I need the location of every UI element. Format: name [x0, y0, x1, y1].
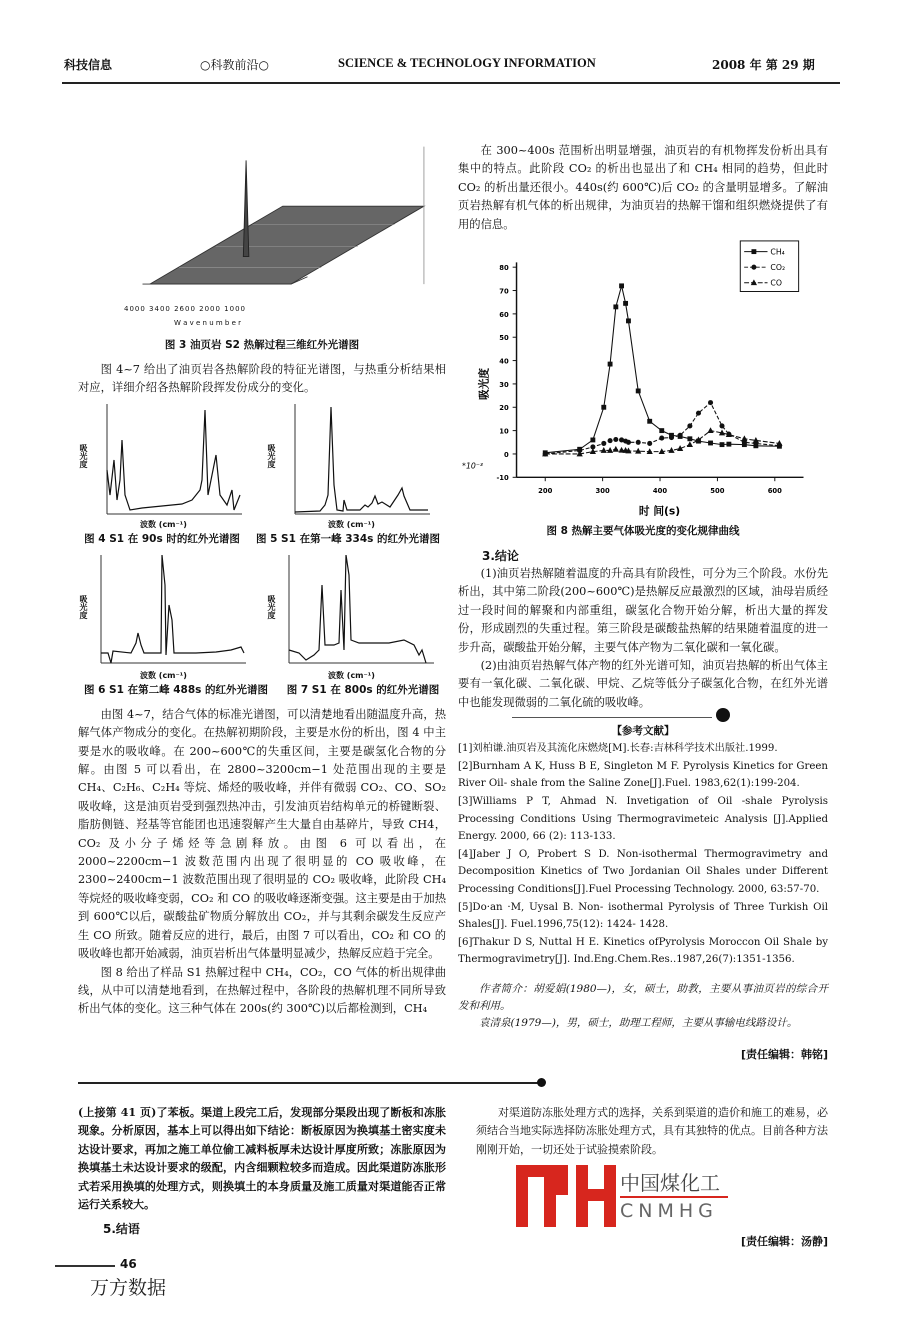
data-point [647, 441, 652, 446]
author-bio: 作者简介：胡爱娟(1980—)，女，硕士，助教，主要从事油页岩的综合开发和利用。 [458, 983, 828, 1012]
data-point [687, 441, 693, 447]
figure-4-spectrum [92, 404, 242, 518]
figure-4 [78, 404, 258, 532]
data-point [601, 447, 607, 453]
section-label: ○科教前沿○ [200, 58, 269, 72]
figure-6 [78, 555, 258, 683]
left-column [78, 142, 446, 1064]
y-tick-label: 70 [499, 287, 509, 296]
conclusion-heading: 3.结论 [482, 549, 519, 564]
legend-label: CO [770, 278, 782, 288]
section-divider-row [458, 712, 828, 722]
issue-number: 2008 年 第 29 期 [712, 58, 815, 72]
header-rule [62, 82, 840, 84]
data-point [613, 437, 618, 442]
end-mark-icon [716, 708, 730, 722]
x-tick-label: 300 [595, 486, 610, 495]
data-point [659, 436, 664, 441]
y-tick-label: 40 [499, 357, 509, 366]
legend-marker [751, 265, 756, 270]
section-divider [512, 717, 712, 718]
data-point [636, 440, 641, 445]
y-tick-label: -10 [496, 474, 509, 483]
author-bio: 袁清泉(1979—)，男，硕士，助理工程师，主要从事输电线路设计。 [479, 1017, 798, 1029]
references [458, 722, 828, 969]
editor-credit: [责任编辑：韩铭] [740, 1048, 828, 1061]
conclusion-5-heading: 5.结语 [103, 1222, 140, 1237]
references-heading: 【参考文献】 [611, 725, 675, 738]
data-point [626, 440, 631, 445]
legend-label: CH₄ [770, 247, 785, 257]
conclusion-section [458, 547, 828, 712]
figures-4-5-row [78, 404, 446, 532]
data-point [707, 427, 713, 433]
data-point [726, 442, 731, 447]
watermark-logo [516, 1165, 730, 1229]
continuation-divider [78, 1082, 540, 1084]
figure-3-plot [100, 142, 460, 307]
x-tick-label: 600 [767, 486, 782, 495]
figure-7-spectrum [284, 555, 434, 669]
continued-left [78, 1104, 446, 1251]
data-point [647, 419, 652, 424]
watermark-rule [620, 1196, 728, 1198]
y-tick-label: 0 [504, 450, 509, 459]
y-tick-label: 20 [499, 404, 509, 413]
data-point [613, 446, 619, 452]
watermark-text-en: CNMHG [620, 1200, 718, 1223]
body-paragraph: 由图 4~7，结合气体的标准光谱图，可以清楚地看出随温度升高，热解气体产物成分的变化。在热解初期阶段，主要是水份的析出，图 4 中主要是水的吸收峰。在 200~600℃的失重区间，主要是碳氢化合物的分解。由图 5 可以看出，在 2800~3200cm−1 处范围出现的主要是 CH₄、C₂H₆、C₂H₄ 等烷、烯烃的吸收峰，并伴有微弱 CO₂、CO、SO₂ 吸收峰，这是油页岩受到强烈热冲击，引发油页岩结构单元的桥键断裂、脂肪侧链、羟基等官能团也迅速裂解产生大量自由基碎片，导致 CH4，CO₂ 及小分子烯烃等急剧释放。由图 6 可以看出，在 2000~2200cm−1 波数范围内出现了很明显的 CO 吸收峰，在 2300~2400cm−1 波数范围出现了很明显的 CO₂ 吸收峰，此阶段 CH₄ 等烷烃的吸收峰变弱，CO₂ 和 CO 的吸收峰逐渐变强。这主要是由于加热到 600℃以后，碳酸盐矿物质分解放出 CO₂，并与其剩余碳发生反应产生 CO 所致。随着反应的进行，最后，由图 7 可以看出，CO₂ 和 CO 的吸收峰也都开始减弱，油页岩析出气体量明显减少，热解反应趋于完全。 [78, 707, 446, 961]
figure-8-chart [458, 238, 828, 524]
footer-rule [55, 1265, 115, 1267]
data-point [708, 400, 713, 405]
figure-6-xlabel: 波数 (cm⁻¹) [140, 670, 187, 680]
data-point [687, 436, 692, 441]
reference-item: [5]Do·an ·M, Uysal B. Non- isothermal Pyrolysis of Three Turkish Oil Shales[J]. Fuel.1996,75(12): 1424- 1428. [458, 901, 828, 931]
figure-5-xlabel: 波数 (cm⁻¹) [328, 519, 375, 529]
reference-item: [1]刘柏谦.油页岩及其流化床燃烧[M].长春:吉林科学技术出版社.1999. [458, 743, 778, 755]
series-line-0 [545, 286, 779, 453]
page-number: 46 [120, 1257, 137, 1272]
journal-english: SCIENCE & TECHNOLOGY INFORMATION [338, 56, 596, 70]
data-point [741, 435, 747, 441]
footer [64, 1257, 826, 1303]
data-point [720, 442, 725, 447]
source-watermark: 万方数据 [90, 1277, 167, 1300]
intro-paragraph: 图 4~7 给出了油页岩各热解阶段的特征光谱图，与热重分析结果相对应，详细介绍各热解阶段挥发份成分的变化。 [78, 363, 446, 395]
left-body [78, 706, 446, 1019]
reference-item: [6]Thakur D S, Nuttal H E. Kinetics ofPyrolysis Moroccon Oil Shale by Thermogravimetry[J]. Ind.Eng.Chem.Res..1987,26(7):1351-1356. [458, 936, 828, 966]
figure-4-caption: 图 4 S1 在 90s 时的红外光谱图 [84, 532, 240, 545]
x-tick-label: 200 [538, 486, 553, 495]
continued-paragraph: (上接第 41 页)了苯板。渠道上段完工后，发现部分渠段出现了断板和冻胀现象。分析原因，基本上可以得出如下结论：断板原因为换填基土密实度未达设计要求，再加之施工单位偷工减料板厚未达设计厚度所致；冻胀原因为换填基土未达设计要求的级配，内含细颗粒较多而造成。因此渠道防冻胀形式若采用换填的处理方式，则换填土的本身质量及施工质量对渠道能否正常运行关系较大。 [78, 1106, 446, 1212]
figures-6-7-row [78, 555, 446, 683]
right-column [458, 142, 828, 1064]
figure-7-ylabel: 吸光度 [267, 594, 276, 619]
data-point [626, 318, 631, 323]
figure-5-ylabel: 吸光度 [267, 443, 276, 468]
reference-item: [3]Williams P T, Ahmad N. Invetigation of Oil -shale Pyrolysis Processing Conditions Using Thermogravimeteic Analysis [J].Applied Energy. 2000, 66 (2): 113-133. [458, 796, 828, 843]
figure-6-spectrum [96, 555, 246, 669]
data-point [601, 405, 606, 410]
y-tick-label: 60 [499, 310, 509, 319]
data-point [608, 438, 613, 443]
data-point [623, 301, 628, 306]
figure-8-caption: 图 8 热解主要气体吸光度的变化规律曲线 [546, 525, 740, 538]
data-point [590, 438, 595, 443]
figure-6-caption: 图 6 S1 在第二峰 488s 的红外光谱图 [83, 683, 269, 696]
figure-3-3d-spectrum [78, 142, 446, 334]
figure-4-ylabel: 吸光度 [79, 443, 88, 468]
figure-7-xlabel: 波数 (cm⁻¹) [328, 670, 375, 680]
figure-3-axis-ticks: 4000 3400 2600 2000 1000 [124, 305, 246, 313]
figures-6-7-captions [78, 683, 446, 698]
journal-name: 科技信息 [64, 58, 113, 72]
continued-right [458, 1104, 828, 1251]
y-tick-label: 30 [499, 380, 509, 389]
figure-5 [266, 404, 446, 532]
figures-4-5-captions [78, 532, 446, 547]
continuation-divider-row [78, 1076, 826, 1090]
data-point [613, 304, 618, 309]
conclusion-paragraph-1: (1)油页岩热解随着温度的升高具有阶段性，可分为三个阶段。水份先析出，其中第二阶段(200~600℃)是热解反应最激烈的区域，油母岩质经过一段时间的解聚和内部重组，碳氢化合物开始分解，析出大量的挥发份，形成剧烈的失重过程。第三阶段是碳酸盐热解的结果随着温度的进一步升高，碳酸盐开始分解，主要气体产物为二氧化碳和一氧化碳。 [458, 567, 828, 654]
figure-3-caption: 图 3 油页岩 S2 热解过程三维红外光谱图 [164, 339, 360, 351]
right-top-paragraph: 在 300~400s 范围析出明显增强，油页岩的有机物挥发份析出具有集中的特点。此阶段 CO₂ 的析出也显出了和 CH₄ 相同的趋势，但此时 CO₂ 的析出量还很小。440s(约 600℃)后 CO₂ 的含量明显增多。了解油页岩热解有机气体的析出规律，为油页岩的热解干馏和组织燃烧提供了有用的信息。 [458, 144, 828, 231]
data-point [678, 433, 683, 438]
y-tick-label: 10 [499, 427, 509, 436]
y-multiplier: *10⁻³ [462, 461, 484, 471]
two-column-body [78, 142, 826, 1064]
figure-7 [266, 555, 446, 683]
continued-article [78, 1104, 826, 1251]
x-tick-label: 400 [652, 486, 668, 495]
data-point [719, 423, 724, 428]
editor-credit-2: [责任编辑：汤静] [740, 1235, 828, 1249]
figure-5-spectrum [280, 404, 430, 518]
data-point [659, 428, 664, 433]
figure-8-svg [458, 238, 828, 524]
x-tick-label: 500 [710, 486, 725, 495]
data-point [668, 447, 674, 453]
data-point [619, 283, 624, 288]
data-point [669, 435, 674, 440]
data-point [608, 362, 613, 367]
author-bios [458, 981, 828, 1032]
x-axis-label: 时 间(s) [638, 504, 681, 518]
figure-6-ylabel: 吸光度 [79, 594, 88, 619]
figure-5-caption: 图 5 S1 在第一峰 334s 的红外光谱图 [255, 532, 441, 545]
legend-marker [751, 249, 756, 254]
data-point [601, 441, 606, 446]
data-point [696, 411, 701, 416]
figure-7-caption: 图 7 S1 在 800s 的红外光谱图 [286, 683, 440, 696]
reference-item: [4]Jaber J O, Probert S D. Non-isothermal Thermogravimetry and Decomposition Kinetics of Two Jordanian Oil Shales under Different Processing Conditions[J].Fuel Processing Technology. 2000, 63:57-70. [458, 848, 828, 896]
conclusion-paragraph-2: (2)由油页岩热解气体产物的红外光谱可知，油页岩热解的析出气体主要有一氧化碳、二氧化碳、甲烷、乙烷等低分子碳氢化合物，在红外光谱中也能发现微弱的二氧化硫的吸收峰。 [458, 659, 828, 709]
mh-logo-icon [516, 1165, 616, 1227]
y-axis-label: 吸光度 [477, 367, 491, 400]
data-point [636, 389, 641, 394]
figure-3-axis-label: W a v e n u m b e r [174, 319, 242, 327]
y-tick-label: 50 [499, 334, 509, 343]
y-tick-label: 80 [499, 264, 509, 273]
reference-item: [2]Burnham A K, Huss B E, Singleton M F. Pyrolysis Kinetics for Green River Oil- shale from the Saline Zone[J].Fuel. 1983,62(1):199-204. [458, 760, 828, 790]
legend-label: CO₂ [770, 263, 786, 273]
data-point [687, 423, 692, 428]
data-point [708, 441, 713, 446]
continued-right-paragraph: 对渠道防冻胀处理方式的选择，关系到渠道的造价和施工的难易，必须结合当地实际选择防冻胀处理方式，具有其独特的优点。目前各种方法刚刚开始，一切还处于试验摸索阶段。 [476, 1106, 828, 1156]
running-header [64, 52, 826, 82]
body-paragraph: 图 8 给出了样品 S1 热解过程中 CH₄，CO₂，CO 气体的析出规律曲线，从中可以清楚地看到，在热解过程中，各阶段的热解机理不同所导致析出气体的变化。这三种气体在 200s(约 300℃)以后都检测到，CH₄ [78, 965, 446, 1016]
divider-dot [537, 1078, 546, 1087]
figure-4-xlabel: 波数 (cm⁻¹) [140, 519, 187, 529]
watermark-text-cn: 中国煤化工 [620, 1171, 720, 1196]
